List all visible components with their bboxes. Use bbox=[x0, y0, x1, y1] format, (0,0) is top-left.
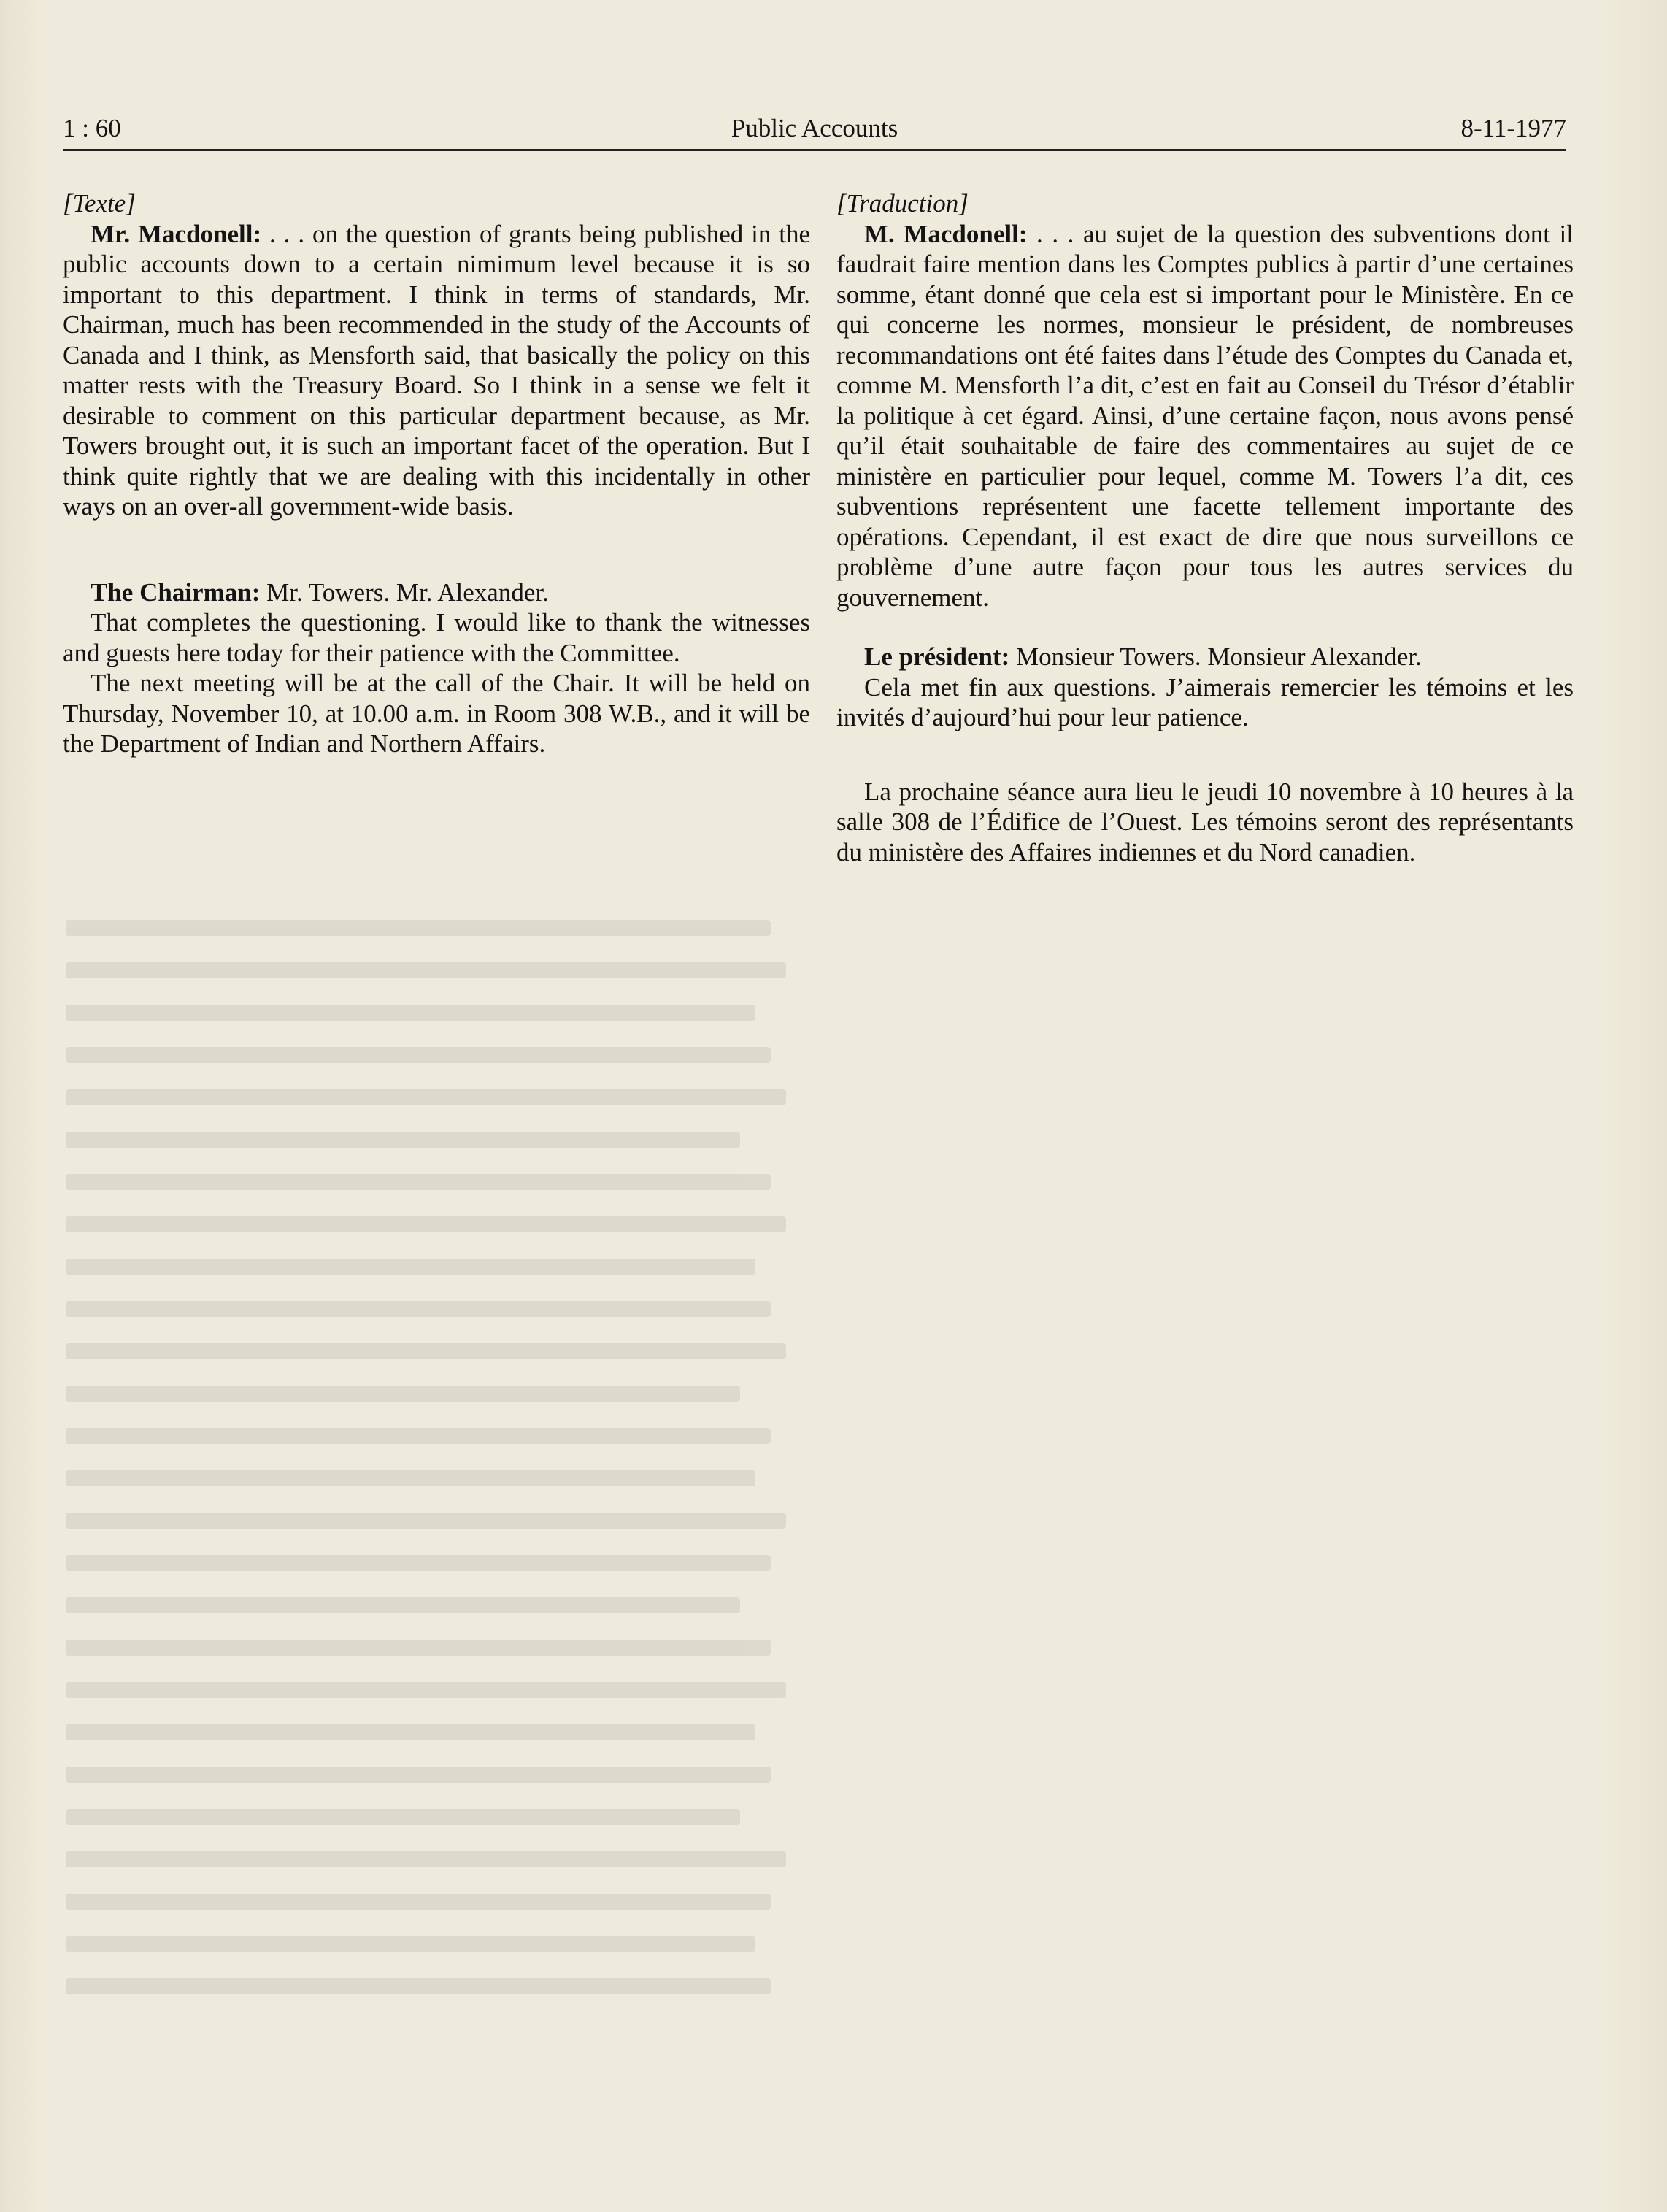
bleed-through-texture bbox=[66, 920, 1598, 2051]
running-title: Public Accounts bbox=[731, 114, 898, 142]
speaker-name: The Chairman: bbox=[91, 577, 261, 607]
page-header bbox=[63, 108, 1566, 151]
header-date: 8-11-1977 bbox=[1460, 114, 1566, 142]
closing-remarks-en: That completes the questioning. I would like to thank the witnesses and guests here today for their patience with the Committee. bbox=[63, 608, 810, 667]
statement-text: . . . on the question of grants being published in the public accounts down to a certain nimimum level because it is so important to this department. I think in terms of standards, Mr. Chairman, much has been recommended in the study of the Accounts of Canada and I think, as Mensforth said, that basically the policy on this matter rests with the Treasury Board. So I think in a sense we felt it desirable to comment on this particular department because, as Mr. Towers brought out, it is such an important facet of the operation. But I think quite rightly that we are dealing with this incidentally in other ways on an over-all government-wide basis. bbox=[63, 219, 810, 521]
speaker-name: M. Macdonell: bbox=[864, 219, 1028, 248]
english-column bbox=[63, 188, 810, 759]
chairman-statement-en bbox=[63, 577, 810, 608]
french-column bbox=[836, 188, 1574, 867]
page-number: 1 : 60 bbox=[63, 114, 121, 142]
statement-text: . . . au sujet de la question des subventions dont il faudrait faire mention dans les Comptes publics à partir d’une certaines somme, étant donné que cela est si important pour le Ministère. En ce qui concerne les normes, monsieur le président, de nombreuses recommandations ont été faites dans l’étude des Comptes du Canada et, comme M. Mensforth l’a dit, c’est en fait au Conseil du Trésor d’établir la politique à cet égard. Ainsi, d’une certaine façon, nous avons pensé qu’il était souhaitable de faire des commentaires au sujet de ce ministère en particulier pour lequel, comme M. Towers l’a dit, ces subventions représentent une facette tellement importante des opérations. Cependant, il est exact de dire que nous surveillons ce problème d’une autre façon pour tous les autres services du gouvernement. bbox=[836, 219, 1574, 612]
next-meeting-fr: La prochaine séance aura lieu le jeudi 10 novembre à 10 heures à la salle 308 de l’Édifice de l’Ouest. Les témoins seront des représentants du ministère des Affaires indiennes et du Nord canadien. bbox=[836, 777, 1574, 867]
closing-remarks-fr: Cela met fin aux questions. J’aimerais remercier les témoins et les invités d’aujourd’hui pour leur patience. bbox=[836, 672, 1574, 731]
statement-text: Monsieur Towers. Monsieur Alexander. bbox=[1009, 642, 1422, 671]
text-label: [Texte] bbox=[63, 189, 136, 218]
statement-text: Mr. Towers. Mr. Alexander. bbox=[260, 577, 549, 607]
speaker-name: Mr. Macdonell: bbox=[91, 219, 262, 248]
chairman-statement-fr bbox=[836, 642, 1574, 672]
speaker-name: Le président: bbox=[864, 642, 1010, 671]
translation-label: [Traduction] bbox=[836, 189, 969, 218]
next-meeting-en: The next meeting will be at the call of the Chair. It will be held on Thursday, November 10, at 10.00 a.m. in Room 308 W.B., and it will be the Department of Indian and Northern Affairs. bbox=[63, 669, 810, 758]
macdonell-statement-en bbox=[63, 219, 810, 522]
macdonell-statement-fr bbox=[836, 219, 1574, 613]
